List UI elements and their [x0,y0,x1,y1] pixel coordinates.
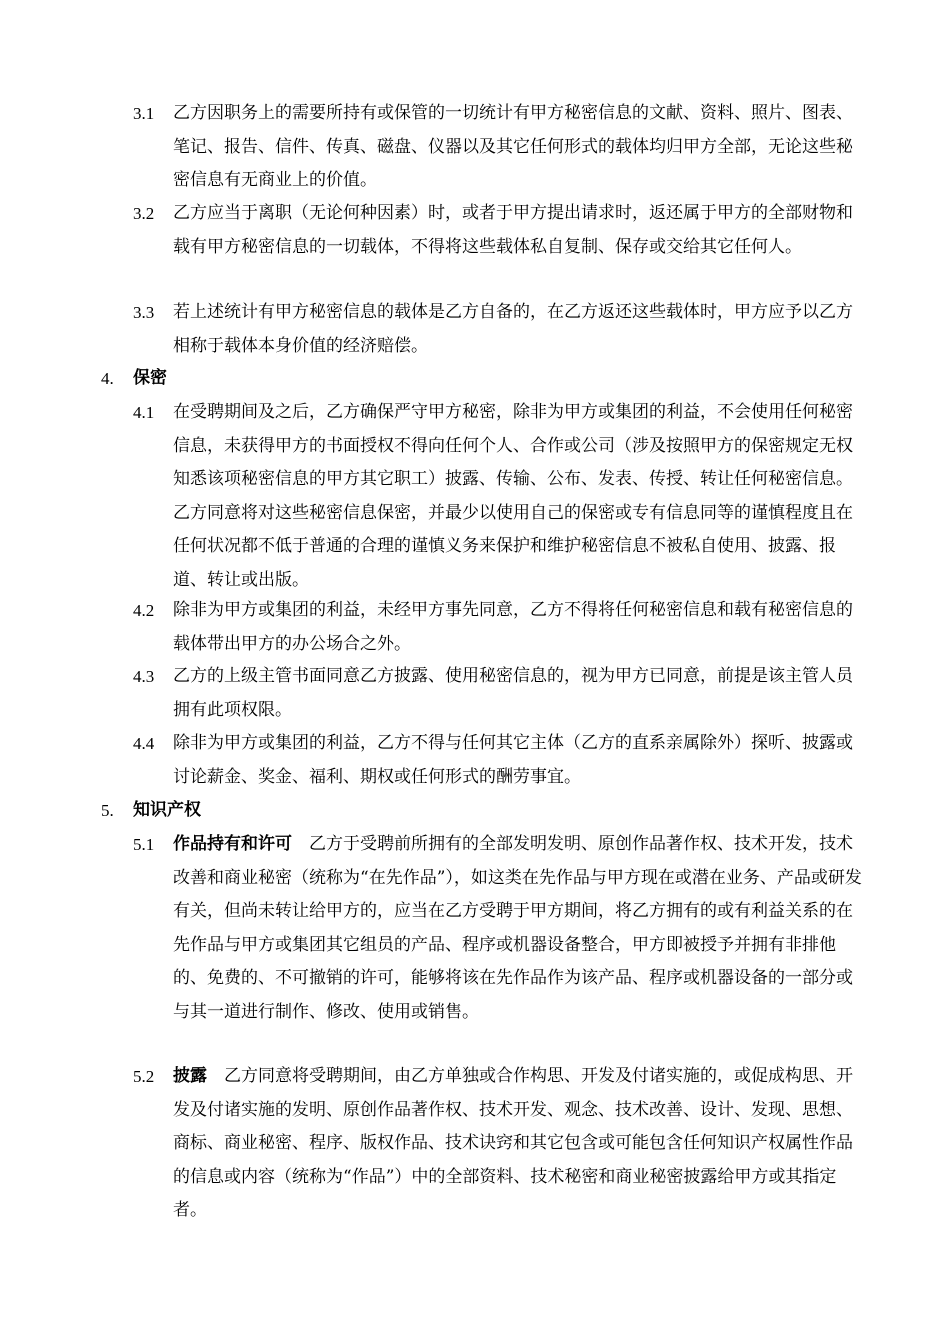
section-4-heading [0,362,950,396]
clause-text: 除非为甲方或集团的利益，未经甲方事先同意，乙方不得将任何秘密信息和载有秘密信息的载体带出甲方的办公场合之外。 [173,600,853,654]
clause-text [173,828,863,1029]
clause-text: 若上述统计有甲方秘密信息的载体是乙方自备的，在乙方返还这些载体时，甲方应予以乙方相称于载体本身价值的经济赔偿。 [173,302,853,356]
section-number: 4. [101,369,114,388]
section-title: 知识产权 [133,800,201,820]
clause-text [173,1060,863,1228]
clause-number: 4.3 [133,667,155,686]
section-number: 5. [101,801,114,820]
clause-lead: 作品持有和许可 [173,834,292,854]
clause-number: 4.4 [133,734,155,753]
clause-number: 3.1 [133,104,155,123]
section-title: 保密 [133,368,167,388]
clause-text: 乙方应当于离职（无论何种因素）时，或者于甲方提出请求时，返还属于甲方的全部财物和载有甲方秘密信息的一切载体，不得将这些载体私自复制、保存或交给其它任何人。 [173,203,853,257]
clause-body: 乙方同意将受聘期间，由乙方单独或合作构思、开发及付诸实施的，或促成构思、开发及付诸实施的发明、原创作品著作权、技术开发、观念、技术改善、设计、发现、思想、商标、商业秘密、程序、版权作品、技术诀窍和其它包含或可能包含任何知识产权属性作品的信息或内容（统称为“作品”）中的全部资料、技术秘密和商业秘密披露给甲方或其指定者。 [173,1066,853,1220]
clause-lead: 披露 [173,1066,207,1086]
clause-number: 4.2 [133,601,155,620]
clause-number: 4.1 [133,403,155,422]
clause-number: 5.1 [133,835,155,854]
clause-body: 乙方于受聘前所拥有的全部发明发明、原创作品著作权、技术开发，技术改善和商业秘密（统称为“在先作品”），如这类在先作品与甲方现在或潜在业务、产品或研发有关，但尚未转让给甲方的，应当在乙方受聘于甲方期间，将乙方拥有的或有利益关系的在先作品与甲方或集团其它组员的产品、程序或机器设备整合，甲方即被授予并拥有非排他的、免费的、不可撤销的许可，能够将该在先作品作为该产品、程序或机器设备的一部分或与其一道进行制作、修改、使用或销售。 [173,834,862,1022]
clause-number: 5.2 [133,1067,155,1086]
section-5-heading [0,794,950,828]
clause-number: 3.3 [133,303,155,322]
clause-text: 除非为甲方或集团的利益，乙方不得与任何其它主体（乙方的直系亲属除外）探听、披露或讨论薪金、奖金、福利、期权或任何形式的酬劳事宜。 [173,733,853,787]
clause-text: 乙方因职务上的需要所持有或保管的一切统计有甲方秘密信息的文献、资料、照片、图表、笔记、报告、信件、传真、磁盘、仪器以及其它任何形式的载体均归甲方全部，无论这些秘密信息有无商业上的价值。 [173,103,853,190]
clause-text: 乙方的上级主管书面同意乙方披露、使用秘密信息的，视为甲方已同意，前提是该主管人员拥有此项权限。 [173,666,853,720]
clause-number: 3.2 [133,204,155,223]
clause-text: 在受聘期间及之后，乙方确保严守甲方秘密，除非为甲方或集团的利益，不会使用任何秘密信息，未获得甲方的书面授权不得向任何个人、合作或公司（涉及按照甲方的保密规定无权知悉该项秘密信息的甲方其它职工）披露、传输、公布、发表、传授、转让任何秘密信息。乙方同意将对这些秘密信息保密，并最少以使用自己的保密或专有信息同等的谨慎程度且在任何状况都不低于普通的合理的谨慎义务来保护和维护秘密信息不被私自使用、披露、报道、转让或出版。 [173,402,853,590]
